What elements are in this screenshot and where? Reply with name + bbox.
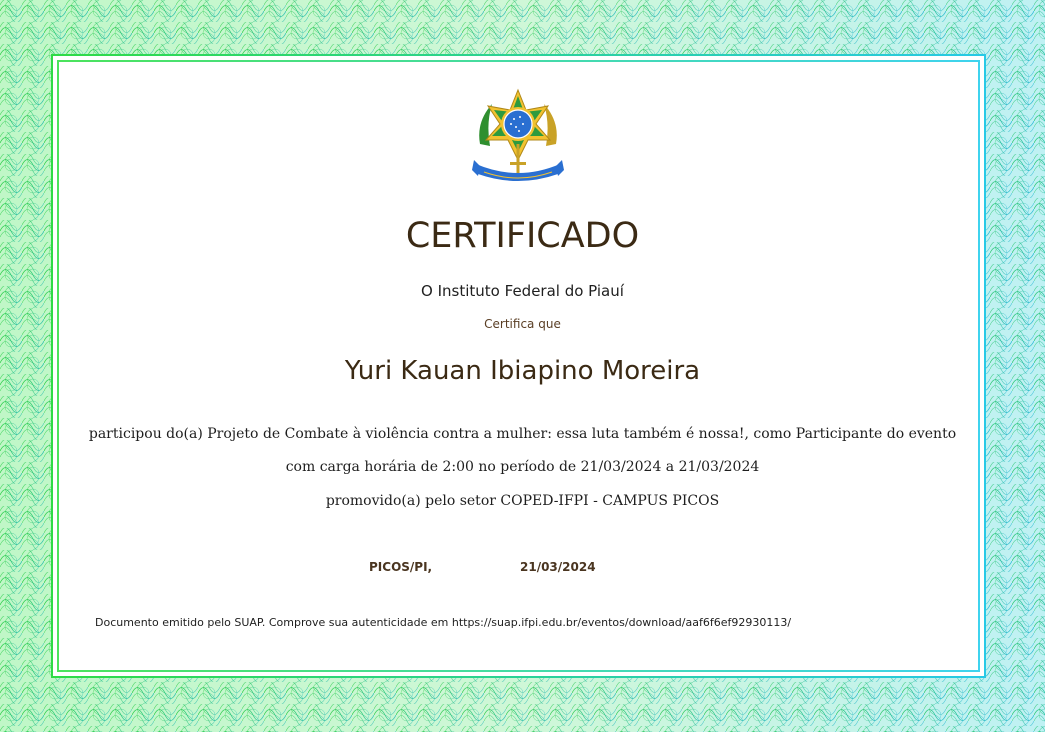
issue-place: PICOS/PI, [369,560,433,574]
participation-text: participou do(a) Projeto de Combate à violência contra a mulher: essa luta também é nossa!, como Participante do evento [88,426,957,442]
recipient-name: Yuri Kauan Ibiapino Moreira [344,356,701,386]
promoter-text: promovido(a) pelo setor COPED-IFPI - CAMPUS PICOS [325,493,720,509]
issue-date: 21/03/2024 [520,560,596,574]
brazil-coat-of-arms-icon [470,84,566,186]
workload-text: com carga horária de 2:00 no período de 21/03/2024 a 21/03/2024 [285,459,760,475]
certifies-label: Certifica que [484,317,561,331]
certificate-title: CERTIFICADO [405,216,640,256]
institution-name: O Instituto Federal do Piauí [421,282,624,300]
authenticity-footer: Documento emitido pelo SUAP. Comprove sua autenticidade em https://suap.ifpi.edu.br/eventos/download/aaf6f6ef92930113/ [95,616,792,629]
